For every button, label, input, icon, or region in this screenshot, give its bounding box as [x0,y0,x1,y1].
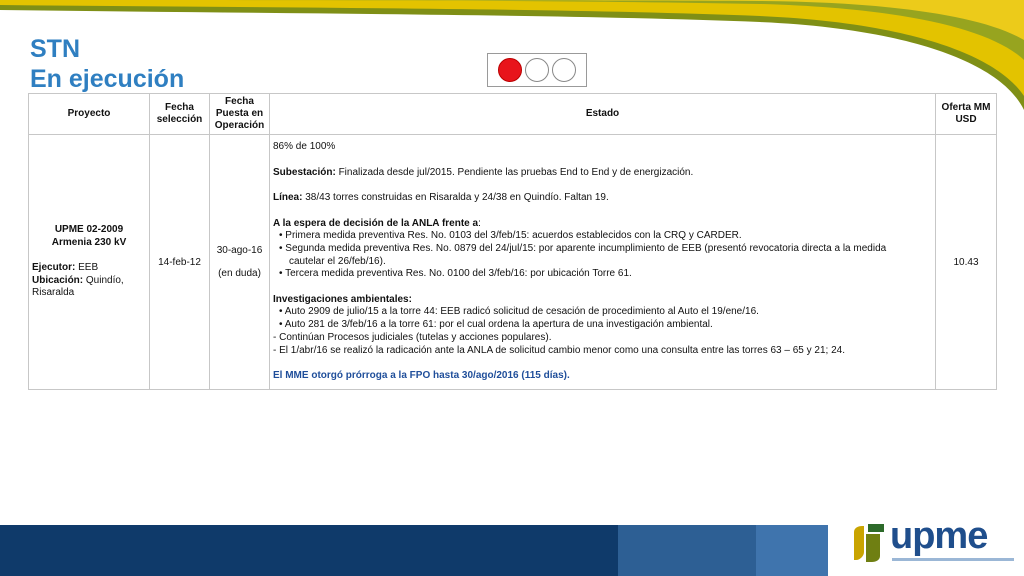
logo-underline [892,558,1014,561]
fecha-operacion-value: 30-ago-16 [216,244,263,256]
ejecutor-label: Ejecutor: [32,262,76,274]
upme-logo-icon [850,522,886,564]
table-header-row [29,94,997,135]
cell-oferta: 10.43 [936,135,997,390]
cell-estado [270,135,936,390]
ubicacion-line [32,275,146,300]
ubicacion-label: Ubicación: [32,274,84,286]
prorroga-note: El MME otorgó prórroga a la FPO hasta 30/ago/2016 (115 días). [273,369,570,381]
footer-accent [756,525,828,576]
list-item: • Auto 2909 de julio/15 a la torre 44: EEB radicó solicitud de cesación de procedimiento al Auto el 19/ene/16. [279,306,759,318]
header-fecha-seleccion: Fecha selección [150,94,210,135]
estado-linea [273,192,932,205]
list-item: • Segunda medida preventiva Res. No. 0879 del 24/jul/15: por aparente incumplimiento de EEB (presentó revocatoria directa a la medida [279,242,887,254]
estado-avance: 86% de 100% [273,141,336,153]
title-line-2: En ejecución [30,65,185,93]
linea-label: Línea: [273,192,303,204]
off-light-icon [525,58,549,82]
project-status-table [28,93,997,390]
cell-proyecto [29,135,150,390]
estado-subestacion [273,167,932,180]
anla-colon: : [478,217,481,229]
status-traffic-light [487,53,587,87]
header-fecha-operacion: Fecha Puesta en Operación [210,94,270,135]
list-item: • Tercera medida preventiva Res. No. 0100 del 3/feb/16: por ubicación Torre 61. [279,268,632,280]
list-item: • Auto 281 de 3/feb/16 a la torre 61: por el cual ordena la apertura de una investigación ambiental. [279,319,713,331]
proyecto-nombre: UPME 02-2009 [54,224,124,236]
anla-label: A la espera de decisión de la ANLA frente a [273,217,479,229]
header-estado: Estado [270,94,936,135]
header-proyecto: Proyecto [29,94,150,135]
ejecutor-value: EEB [75,262,99,274]
list-item: cautelar el 26/feb/16). [289,255,386,267]
red-light-icon [498,58,522,82]
cell-fecha-seleccion: 14-feb-12 [150,135,210,390]
footer-accent [618,525,756,576]
title-line-1: STN [30,35,80,63]
table-row [29,135,997,390]
list-item: • Primera medida preventiva Res. No. 0103 del 3/feb/15: acuerdos establecidos con la CRQ y CARDER. [279,230,742,242]
cell-fecha-operacion [210,135,270,390]
subestacion-text: Finalizada desde jul/2015. Pendiente las pruebas End to End y de energización. [335,166,694,178]
header-oferta: Oferta MM USD [936,94,997,135]
slide-title [30,34,184,94]
anla-heading [273,218,932,231]
linea-text: 38/43 torres construidas en Risaralda y 24/38 en Quindío. Faltan 19. [302,192,609,204]
upme-logo-text: upme [890,515,988,557]
list-item: - El 1/abr/16 se realizó la radicación ante la ANLA de solicitud cambio menor como una consulta entre las torres 63 – 65 y 21; 24. [273,344,845,356]
fecha-operacion-note: (en duda) [218,268,261,280]
proyecto-linea: Armenia 230 kV [51,236,127,248]
subestacion-label: Subestación: [273,166,336,178]
ubicacion-value: Quindío, Risaralda [32,274,124,299]
ejecutor-line [32,262,146,275]
investigaciones-heading: Investigaciones ambientales: [273,293,412,305]
list-item: - Continúan Procesos judiciales (tutelas y acciones populares). [273,331,552,343]
off-light-icon [552,58,576,82]
